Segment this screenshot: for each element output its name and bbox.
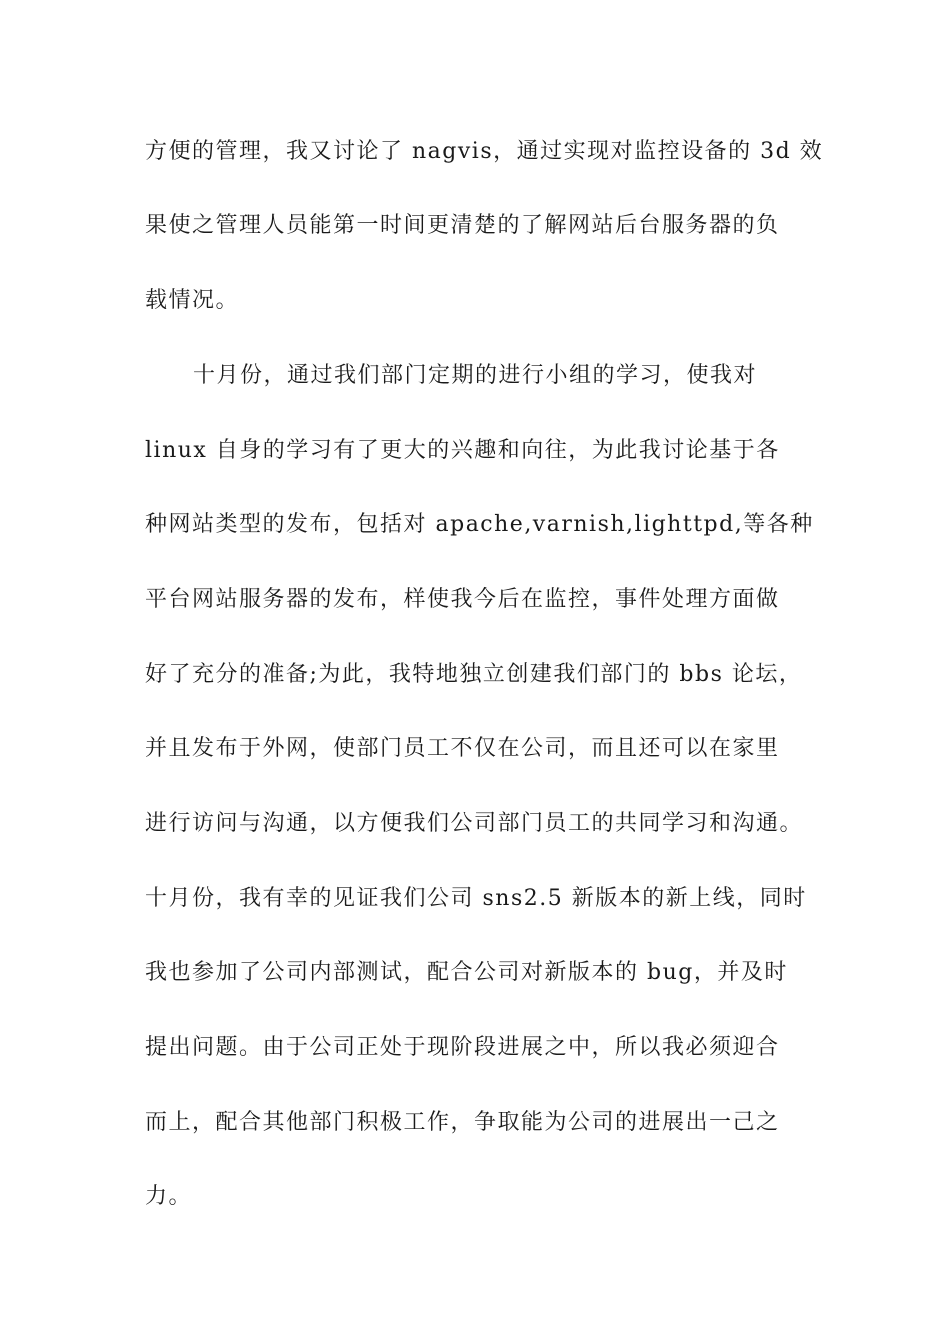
text-line: 进行访问与沟通，以方便我们公司部门员工的共同学习和沟通。: [145, 811, 804, 836]
text-line: 载情况。: [145, 288, 240, 313]
paragraph-first-line: 十月份，通过我们部门定期的进行小组的学习，使我对: [193, 363, 758, 388]
text-line: 我也参加了公司内部测试，配合公司对新版本的 bug，并及时: [145, 960, 788, 985]
text-line: 方便的管理，我又讨论了 nagvis，通过实现对监控设备的 3d 效: [145, 139, 824, 164]
text-line: 好了充分的准备;为此，我特地独立创建我们部门的 bbs 论坛，: [145, 662, 803, 687]
text-line: 平台网站服务器的发布，样使我今后在监控，事件处理方面做: [145, 587, 780, 612]
text-line: 果使之管理人员能第一时间更清楚的了解网站后台服务器的负: [145, 213, 780, 238]
text-line: 提出问题。由于公司正处于现阶段进展之中，所以我必须迎合: [145, 1035, 780, 1060]
text-line: 种网站类型的发布，包括对 apache,varnish,lighttpd,等各种: [145, 512, 814, 537]
text-line: 十月份，我有幸的见证我们公司 sns2.5 新版本的新上线，同时: [145, 886, 807, 911]
text-line: 而上，配合其他部门积极工作，争取能为公司的进展出一己之: [145, 1110, 780, 1135]
text-line: linux 自身的学习有了更大的兴趣和向往，为此我讨论基于各: [145, 438, 780, 463]
text-line: 并且发布于外网，使部门员工不仅在公司，而且还可以在家里: [145, 736, 780, 761]
text-line: 力。: [145, 1184, 193, 1209]
